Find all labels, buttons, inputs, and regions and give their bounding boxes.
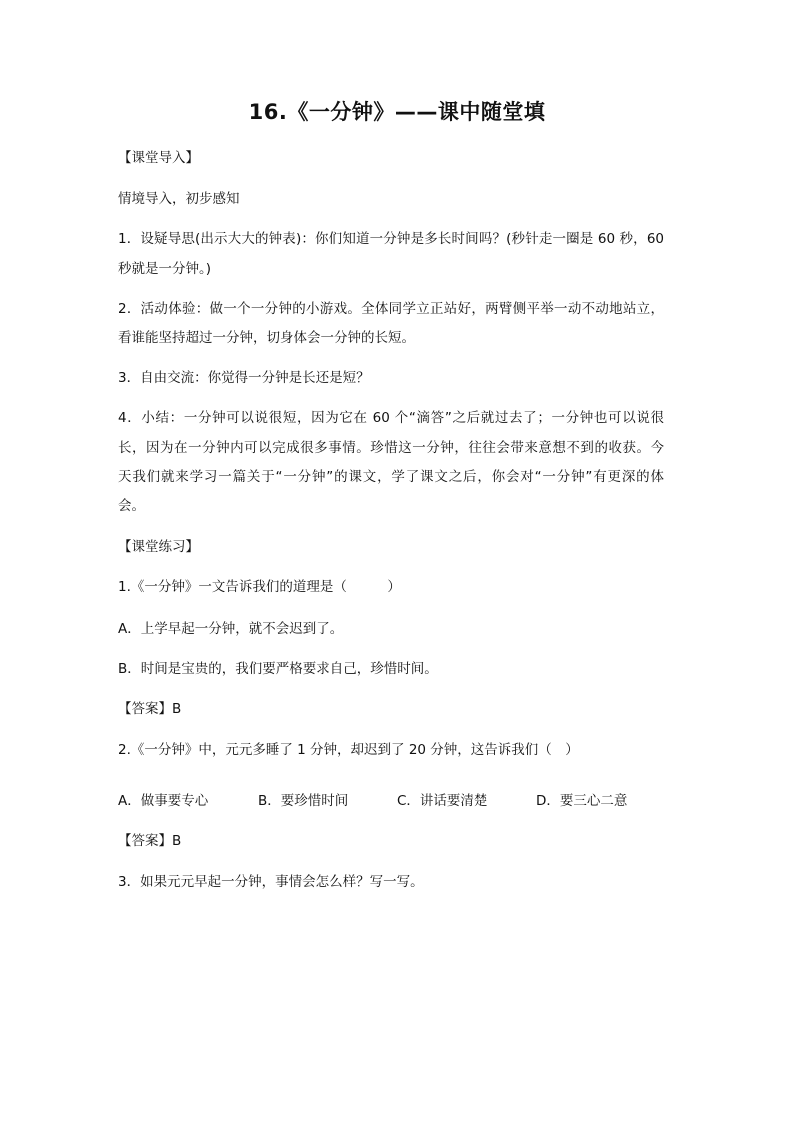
question-2-option-a: A．做事要专心 [118, 793, 209, 809]
question-1-answer: 【答案】B [118, 701, 182, 717]
question-1-option-b: B．时间是宝贵的，我们要严格要求自己，珍惜时间。 [118, 661, 438, 677]
intro-item-4-line-1: 4．小结：一分钟可以说很短，因为它在 60 个“滴答”之后就过去了；一分钟也可以说很 [118, 410, 664, 426]
intro-item-4-line-3: 天我们就来学习一篇关于“一分钟”的课文，学了课文之后，你会对“一分钟”有更深的体 [118, 469, 664, 485]
intro-subheading: 情境导入，初步感知 [118, 191, 240, 207]
intro-item-1-line-1: 1．设疑导思(出示大大的钟表)：你们知道一分钟是多长时间吗？(秒针走一圈是 60 秒，60 [118, 231, 664, 247]
question-1-option-a: A．上学早起一分钟，就不会迟到了。 [118, 621, 344, 637]
intro-item-1-line-2: 秒就是一分钟。) [118, 261, 212, 277]
intro-item-4-line-4: 会。 [118, 498, 145, 514]
section-heading-practice: 【课堂练习】 [118, 539, 199, 555]
question-2-option-b: B．要珍惜时间 [258, 793, 349, 809]
question-1-stem: 1.《一分钟》一文告诉我们的道理是（ ） [118, 579, 401, 595]
question-2-answer: 【答案】B [118, 833, 182, 849]
intro-item-3-line-1: 3．自由交流：你觉得一分钟是长还是短？ [118, 370, 370, 386]
question-2-stem: 2.《一分钟》中，元元多睡了 1 分钟，却迟到了 20 分钟，这告诉我们（ ） [118, 742, 579, 758]
intro-item-2-line-2: 看谁能坚持超过一分钟，切身体会一分钟的长短。 [118, 330, 415, 346]
question-2-option-d: D．要三心二意 [536, 793, 628, 809]
section-heading-intro: 【课堂导入】 [118, 150, 199, 166]
question-2-options [118, 789, 664, 809]
intro-item-2-line-1: 2．活动体验：做一个一分钟的小游戏。全体同学立正站好，两臂侧平举一动不动地站立， [118, 301, 664, 317]
question-3-stem: 3．如果元元早起一分钟，事情会怎么样？写一写。 [118, 874, 424, 890]
intro-item-4-line-2: 长，因为在一分钟内可以完成很多事情。珍惜这一分钟，往往会带来意想不到的收获。今 [118, 440, 664, 456]
page-title: 16.《一分钟》——课中随堂填 [248, 100, 546, 124]
question-2-option-c: C．讲话要清楚 [397, 793, 488, 809]
